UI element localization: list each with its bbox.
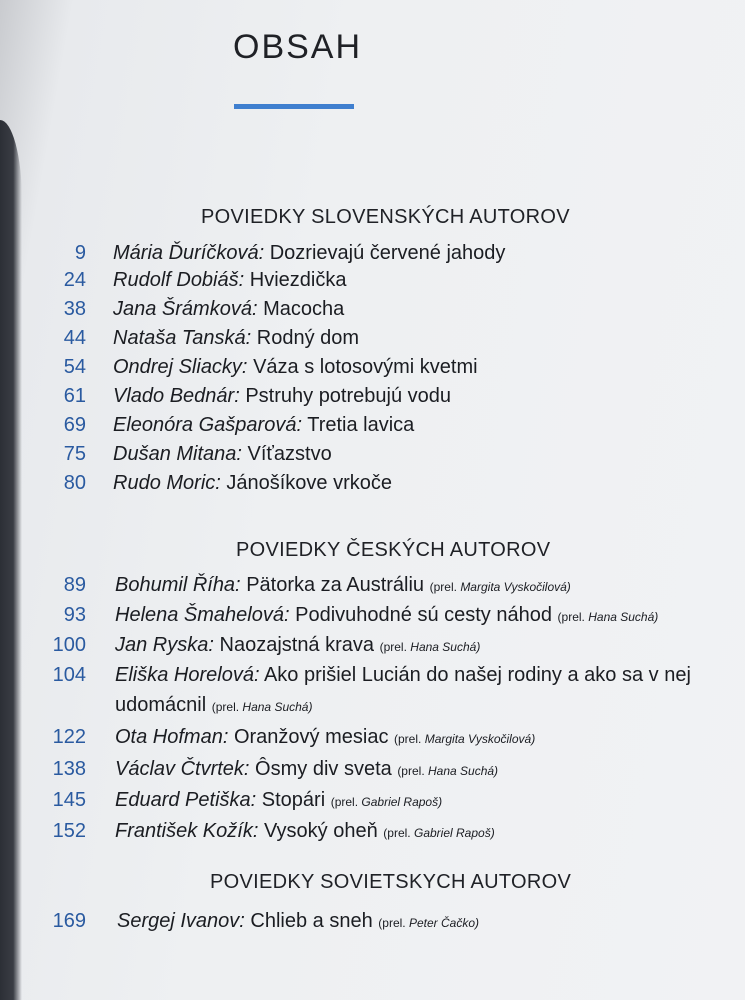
story-title: Váza s lotosovými kvetmi — [253, 356, 478, 378]
translator-note: (prel. Gabriel Rapoš) — [383, 826, 495, 840]
author-name: Eduard Petiška: — [115, 789, 257, 811]
page-number: 145 — [52, 789, 86, 811]
author-name: Mária Ďuríčková: — [113, 242, 265, 264]
toc-entry — [0, 468, 745, 496]
toc-entry — [0, 236, 745, 264]
story-title: Hviezdička — [249, 269, 347, 291]
translator-note: (prel. Margita Vyskočilová) — [429, 580, 571, 594]
title-underline — [234, 104, 354, 109]
page-title: OBSAH — [233, 28, 363, 66]
toc-entry — [0, 630, 745, 658]
story-title: Podivuhodné sú cesty náhod — [295, 604, 552, 626]
toc-entry — [0, 785, 745, 813]
page-number: 104 — [52, 664, 86, 686]
toc-entry — [0, 570, 745, 598]
page-number: 75 — [63, 443, 86, 465]
author-name: Eliška Horelová: — [115, 664, 260, 686]
story-title: Oranžový mesiac — [233, 726, 389, 748]
author-name: Nataša Tanská: — [113, 327, 252, 349]
story-title: Ôsmy div sveta — [255, 758, 392, 780]
toc-entry — [0, 600, 745, 628]
page-number: 38 — [63, 298, 86, 320]
story-title: Pstruhy potrebujú vodu — [245, 385, 452, 407]
section-heading-slovak: POVIEDKY SLOVENSKÝCH AUTOROV — [201, 206, 570, 228]
toc-entry — [0, 381, 745, 409]
toc-entry — [0, 323, 745, 351]
author-name: Rudo Moric: — [113, 472, 221, 494]
story-title: Vysoký oheň — [263, 820, 378, 842]
story-title: Chlieb a sneh — [250, 910, 373, 932]
story-title-continued: udomácnil — [115, 694, 207, 716]
toc-entry — [0, 410, 745, 438]
author-name: Bohumil Říha: — [115, 574, 241, 596]
story-title: Tretia lavica — [307, 414, 415, 436]
story-title: Rodný dom — [256, 327, 360, 349]
author-name: Eleonóra Gašparová: — [113, 414, 303, 436]
toc-entry — [0, 294, 745, 322]
page-number: 54 — [63, 356, 86, 378]
translator-note: (prel. Margita Vyskočilová) — [394, 732, 536, 746]
story-title: Jánošíkove vrkoče — [226, 472, 393, 494]
toc-entry — [0, 906, 745, 934]
toc-entry — [0, 439, 745, 467]
story-title: Stopári — [261, 789, 326, 811]
page-number: 44 — [63, 327, 86, 349]
author-name: Václav Čtvrtek: — [115, 758, 250, 780]
story-title: Víťazstvo — [247, 443, 332, 465]
page-number: 93 — [63, 604, 86, 626]
page-number: 169 — [52, 910, 86, 932]
author-name: František Kožík: — [115, 820, 259, 842]
author-name: Ota Hofman: — [115, 726, 229, 748]
translator-note: (prel. Hana Suchá) — [211, 700, 313, 714]
section-heading-soviet: POVIEDKY SOVIETSKYCH AUTOROV — [210, 871, 572, 893]
page-number: 69 — [63, 414, 86, 436]
story-title: Pätorka za Austráliu — [246, 574, 425, 596]
page-number: 122 — [52, 726, 86, 748]
author-name: Helena Šmahelová: — [115, 604, 290, 626]
toc-entry — [0, 352, 745, 380]
page-number: 24 — [63, 269, 86, 291]
page-number: 80 — [63, 472, 86, 494]
translator-note: (prel. Hana Suchá) — [397, 764, 499, 778]
toc-entry — [0, 722, 745, 750]
page-number: 9 — [74, 242, 86, 264]
page-number: 100 — [52, 634, 86, 656]
toc-entry — [0, 660, 745, 720]
page-number: 89 — [63, 574, 86, 596]
story-title: Macocha — [263, 298, 345, 320]
author-name: Rudolf Dobiáš: — [113, 269, 245, 291]
toc-entry — [0, 265, 745, 293]
author-name: Dušan Mitana: — [113, 443, 242, 465]
translator-note: (prel. Peter Čačko) — [378, 916, 480, 930]
author-name: Jana Šrámková: — [113, 298, 258, 320]
author-name: Ondrej Sliacky: — [113, 356, 248, 378]
section-heading-czech: POVIEDKY ČESKÝCH AUTOROV — [236, 539, 551, 561]
author-name: Sergej Ivanov: — [117, 910, 245, 932]
toc-entry — [0, 754, 745, 782]
page-number: 138 — [52, 758, 86, 780]
page-number: 152 — [52, 820, 86, 842]
translator-note: (prel. Hana Suchá) — [379, 640, 481, 654]
story-title: Dozrievajú červené jahody — [269, 242, 506, 264]
author-name: Jan Ryska: — [115, 634, 214, 656]
story-title: Naozajstná krava — [219, 634, 375, 656]
translator-note: (prel. Gabriel Rapoš) — [330, 795, 443, 809]
page-number: 61 — [63, 385, 86, 407]
author-name: Vlado Bednár: — [113, 385, 240, 407]
toc-entry — [0, 816, 745, 844]
story-title: Ako prišiel Lucián do našej rodiny a ako sa v nej — [263, 664, 691, 686]
translator-note: (prel. Hana Suchá) — [557, 610, 659, 624]
